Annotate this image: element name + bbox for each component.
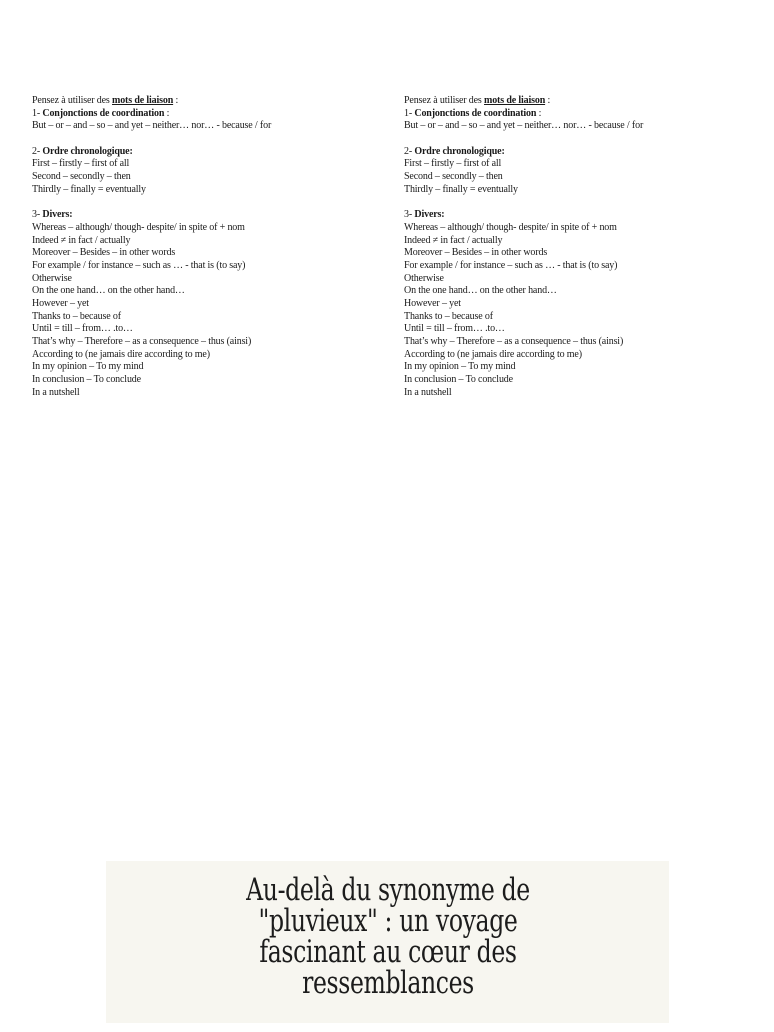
section3-line: Whereas – although/ though- despite/ in spite of + nom [32, 221, 245, 233]
section3-number: 3- [404, 209, 415, 221]
section3-line: However – yet [32, 298, 89, 309]
section3-line: On the one hand… on the other hand… [404, 285, 557, 297]
banner-title-line: ressemblances [302, 965, 474, 1001]
section3-line: Whereas – although/ though- despite/ in spite of + nom [404, 221, 617, 233]
intro-bold-text: mots de liaison [112, 95, 174, 106]
section3-line: For example / for instance – such as … - that is (to say) [32, 259, 246, 271]
intro-suffix: : [545, 95, 551, 106]
banner-title [114, 872, 661, 1001]
banner-title-line: fascinant au cœur des [259, 934, 517, 970]
section2-title: Ordre chronologique: [414, 145, 505, 157]
section3-line: In my opinion – To my mind [32, 361, 144, 373]
section3-line: Otherwise [404, 272, 444, 284]
section3-line: In conclusion – To conclude [32, 374, 141, 386]
document-column-right [404, 95, 643, 400]
section1-title: Conjonctions de coordination [414, 107, 537, 119]
section3-line: In a nutshell [404, 386, 452, 398]
section3-heading [32, 209, 271, 222]
section1-number: 1- [404, 107, 415, 119]
section2-title: Ordre chronologique: [42, 145, 133, 157]
banner-title-line: "pluvieux" : un voyage [258, 903, 518, 939]
section3-line: Thanks to – because of [32, 310, 121, 322]
section2-number: 2- [32, 145, 43, 157]
banner-title-line: Au-delà du synonyme de [246, 872, 530, 908]
section1-title: Conjonctions de coordination [42, 107, 165, 119]
section2-line: Second – secondly – then [32, 171, 131, 183]
section3-line: Moreover – Besides – in other words [32, 247, 176, 259]
section3-line: Until = till – from… .to… [404, 323, 505, 335]
section2-line: First – firstly – first of all [404, 158, 502, 170]
section3-line: On the one hand… on the other hand… [32, 285, 185, 297]
section3-number: 3- [32, 209, 43, 221]
section3-line: In a nutshell [32, 386, 80, 398]
section1-suffix: : [536, 107, 542, 119]
section3-title: Divers: [42, 209, 73, 221]
section2-line: First – firstly – first of all [32, 158, 130, 170]
section2-heading [404, 146, 643, 159]
section3-title: Divers: [414, 209, 445, 221]
section3-line: That’s why – Therefore – as a consequence – thus (ainsi) [32, 336, 252, 348]
section3-line: According to (ne jamais dire according to me) [32, 348, 210, 360]
section3-line: That’s why – Therefore – as a consequence – thus (ainsi) [404, 336, 624, 348]
intro-suffix: : [173, 95, 179, 106]
document-column-left [32, 95, 271, 400]
section3-line: Thanks to – because of [404, 310, 493, 322]
intro-line [404, 95, 643, 108]
section2-line: Thirdly – finally = eventually [32, 183, 146, 195]
section3-heading [404, 209, 643, 222]
section1-suffix: : [164, 107, 170, 119]
title-banner [106, 861, 669, 1023]
section3-line: Otherwise [32, 272, 72, 284]
section1-line: But – or – and – so – and yet – neither… nor… - because / for [404, 120, 644, 132]
section1-heading [32, 108, 271, 121]
intro-bold-text: mots de liaison [484, 95, 546, 106]
section3-line: In my opinion – To my mind [404, 361, 516, 373]
intro-text: Pensez à utiliser des [404, 95, 485, 106]
intro-line [32, 95, 271, 108]
section3-line: According to (ne jamais dire according to me) [404, 348, 582, 360]
intro-text: Pensez à utiliser des [32, 95, 113, 106]
section3-line: Indeed ≠ in fact / actually [404, 234, 503, 246]
section2-heading [32, 146, 271, 159]
section3-line: Indeed ≠ in fact / actually [32, 234, 131, 246]
section1-number: 1- [32, 107, 43, 119]
section1-heading [404, 108, 643, 121]
section3-line: However – yet [404, 298, 461, 309]
section2-number: 2- [404, 145, 415, 157]
section3-line: In conclusion – To conclude [404, 374, 513, 386]
section3-line: Moreover – Besides – in other words [404, 247, 548, 259]
section2-line: Thirdly – finally = eventually [404, 183, 518, 195]
section2-line: Second – secondly – then [404, 171, 503, 183]
section1-line: But – or – and – so – and yet – neither… nor… - because / for [32, 120, 272, 132]
section3-line: For example / for instance – such as … - that is (to say) [404, 259, 618, 271]
section3-line: Until = till – from… .to… [32, 323, 133, 335]
